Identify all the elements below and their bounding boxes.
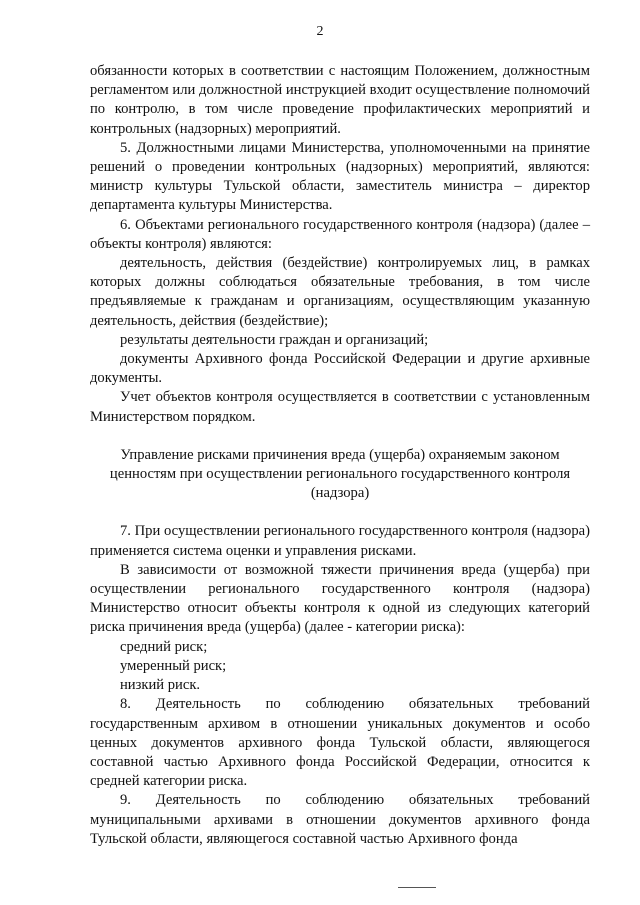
risk-item-medium: средний риск; bbox=[120, 638, 208, 655]
paragraph-accounting: Учет объектов контроля осуществляется в соответствии с установленным Министерством порядком. bbox=[90, 389, 590, 425]
scan-artifact-line bbox=[398, 887, 436, 888]
spacer bbox=[90, 503, 590, 522]
paragraph-6-item-documents: документы Архивного фонда Российской Федерации и другие архивные документы. bbox=[90, 351, 590, 387]
paragraph-7: 7. При осуществлении регионального государственного контроля (надзора) применяется система оценки и управления рисками. bbox=[90, 523, 590, 559]
paragraph-8: 8. Деятельность по соблюдению обязательных требований государственным архивом в отношении уникальных документов и особо ценных документов архивного фонда Тульской области, являющегося составной частью Архивного фонда Российской Федерации, относится к средней категории риска. bbox=[90, 696, 590, 790]
risk-item-moderate: умеренный риск; bbox=[120, 657, 227, 674]
paragraph-6: 6. Объектами регионального государственного контроля (надзора) (далее – объекты контроля) являются: bbox=[90, 216, 590, 252]
risk-item-low: низкий риск. bbox=[120, 677, 201, 694]
section-heading: Управление рисками причинения вреда (ущерба) охраняемым законом ценностям при осуществлении регионального государственного контроля (надзора) bbox=[109, 446, 571, 502]
paragraph-risk-categories: В зависимости от возможной тяжести причинения вреда (ущерба) при осуществлении регионального государственного контроля (надзора) Министерство относит объекты контроля к одной из следующих категорий риска причинения вреда (ущерба) (далее - категории риска): bbox=[90, 561, 590, 636]
paragraph-6-item-results: результаты деятельности граждан и организаций; bbox=[120, 331, 429, 348]
page-number: 2 bbox=[316, 24, 324, 39]
paragraph-6-item-activity: деятельность, действия (бездействие) контролируемых лиц, в рамках которых должны соблюдаться обязательные требования, в том числе предъявляемые к гражданам и организациям, осуществляющим указанную деятельность, действия (бездействие); bbox=[90, 255, 590, 329]
paragraph-continuation: обязанности которых в соответствии с настоящим Положением, должностным регламентом или должностной инструкцией входит осуществление полномочий по контролю, в том числе проведение профилактических мероприятий и контрольных (надзорных) мероприятий. bbox=[90, 63, 590, 137]
paragraph-9: 9. Деятельность по соблюдению обязательных требований муниципальными архивами в отношении документов архивного фонда Тульской области, являющегося составной частью Архивного фонда bbox=[90, 792, 590, 847]
paragraph-5: 5. Должностными лицами Министерства, уполномоченными на принятие решений о проведении контрольных (надзорных) мероприятий, являются: министр культуры Тульской области, заместитель министра – директор департамента культуры Министерства. bbox=[90, 139, 590, 214]
spacer bbox=[90, 427, 590, 446]
document-body bbox=[90, 62, 590, 849]
